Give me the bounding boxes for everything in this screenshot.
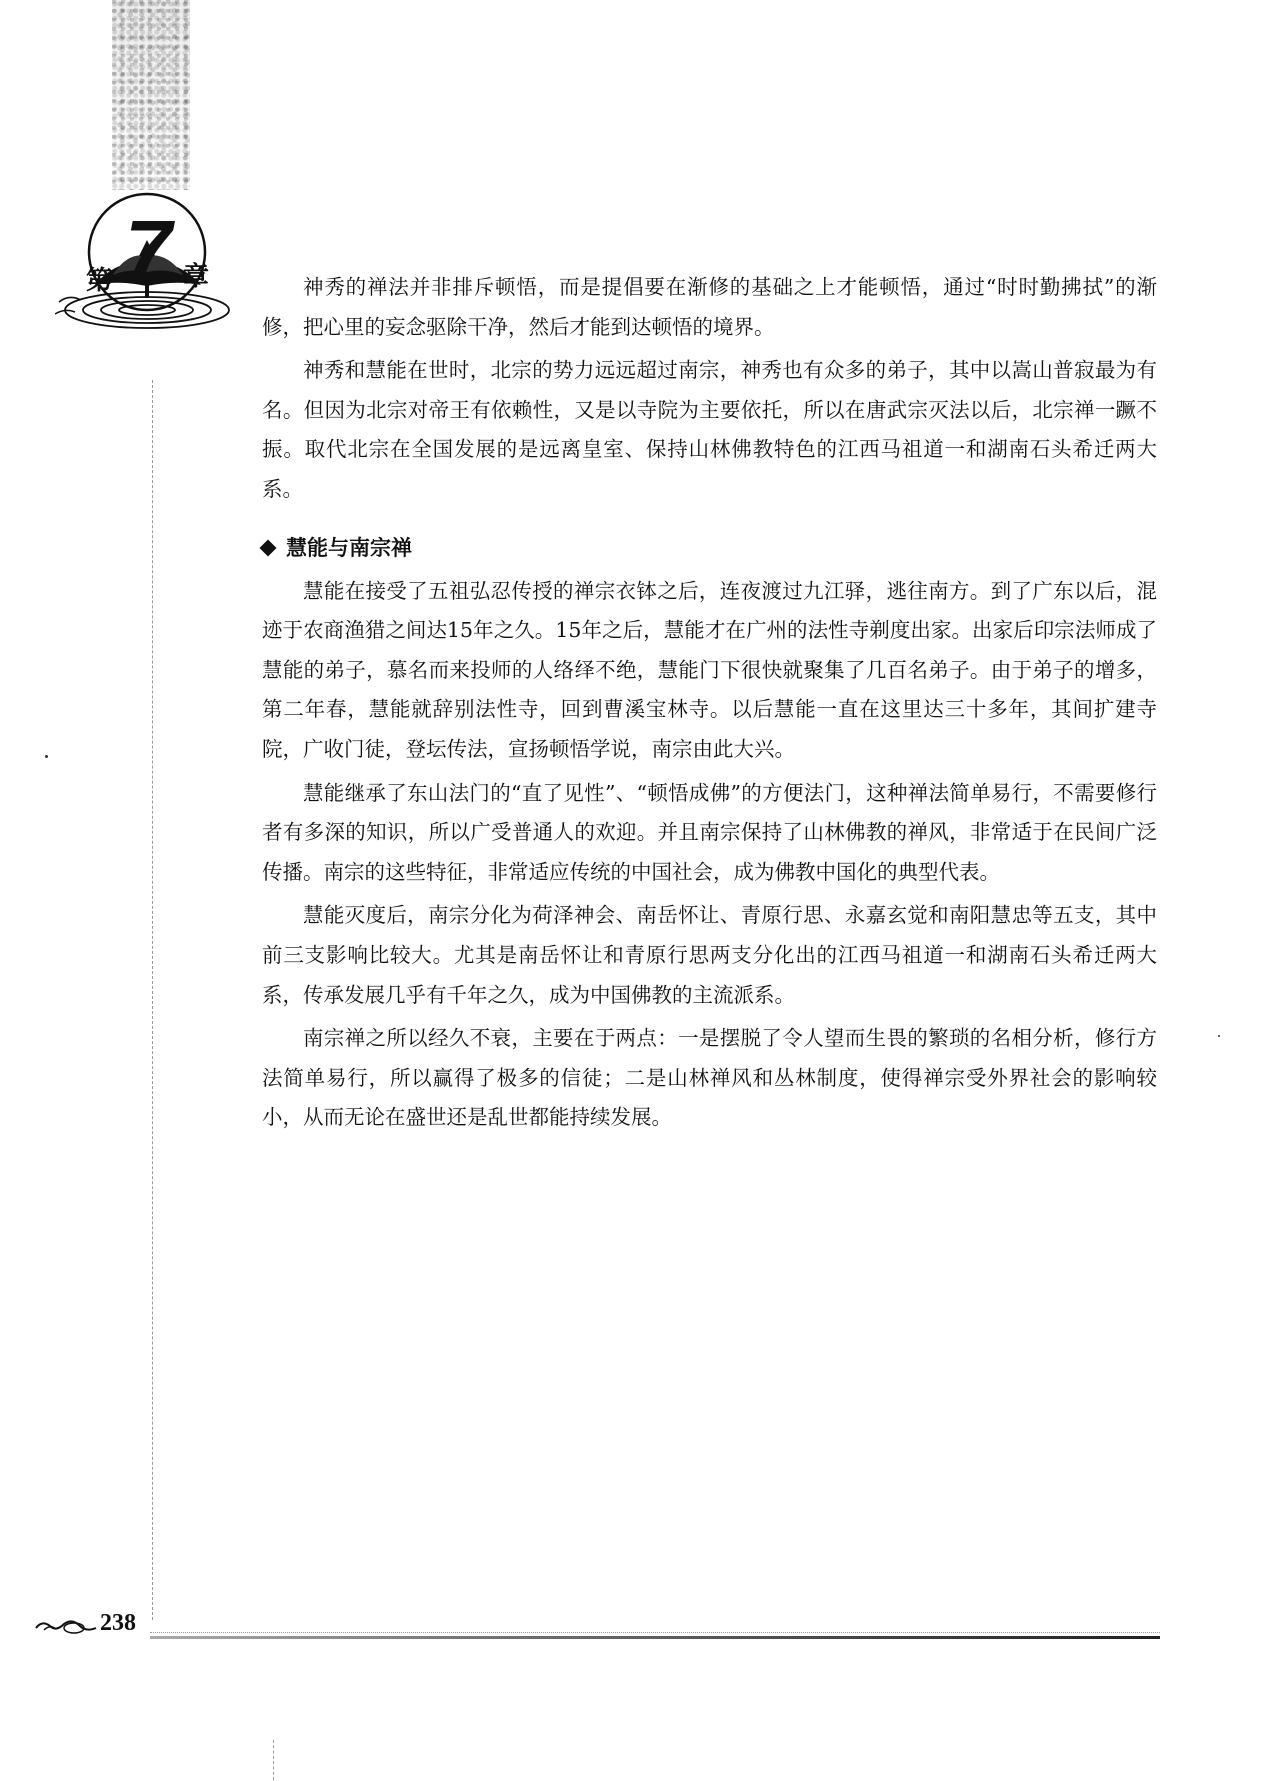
margin-rule — [152, 380, 153, 1620]
footer-rule — [150, 1636, 1160, 1639]
speckled-decoration — [112, 0, 190, 190]
chapter-number: 7 — [125, 203, 172, 297]
page-number: 238 — [100, 1610, 136, 1636]
section-heading — [262, 530, 1157, 566]
paragraph: 慧能继承了东山法门的“直了见性”、“顿悟成佛”的方便法门，这种禅法简单易行，不需要修行者有多深的知识，所以广受普通人的欢迎。并且南宗保持了山林佛教的禅风，非常适于在民间广泛传播。南宗的这些特征，非常适应传统的中国社会，成为佛教中国化的典型代表。 — [262, 780, 1157, 884]
paragraph: 慧能在接受了五祖弘忍传授的禅宗衣钵之后，连夜渡过九江驿，逃往南方。到了广东以后，混迹于农商渔猎之间达15年之久。15年之后，慧能才在广州的法性寺剃度出家。出家后印宗法师成了慧能的弟子，慕名而来投师的人络绎不绝，慧能门下很快就聚集了几百名弟子。由于弟子的增多，第二年春，慧能就辞别法性寺，回到曹溪宝林寺。以后慧能一直在这里达三十多年，其间扩建寺院，广收门徒，登坛传法，宣扬顿悟学说，南宗由此大兴。 — [262, 578, 1157, 761]
section-heading-text: 慧能与南宗禅 — [286, 535, 412, 560]
swirl-icon — [34, 1616, 98, 1636]
main-text — [262, 268, 1157, 1138]
margin-rule-bottom — [273, 1740, 274, 1780]
diamond-icon — [260, 539, 277, 556]
paragraph: 慧能灭度后，南宗分化为荷泽神会、南岳怀让、青原行思、永嘉玄觉和南阳慧忠等五支，其中前三支影响比较大。尤其是南岳怀让和青原行思两支分化出的江西马祖道一和湖南石头希迁两大系，传承发展几乎有千年之久，成为中国佛教的主流派系。 — [262, 903, 1157, 1007]
print-speck — [45, 755, 48, 758]
paragraph: 神秀的禅法并非排斥顿悟，而是提倡要在渐修的基础之上才能顿悟，通过“时时勤拂拭”的渐修，把心里的妄念驱除干净，然后才能到达顿悟的境界。 — [262, 275, 1157, 339]
chapter-badge — [55, 190, 235, 380]
paragraph: 神秀和慧能在世时，北宗的势力远远超过南宗，神秀也有众多的弟子，其中以嵩山普寂最为有名。但因为北宗对帝王有依赖性，又是以寺院为主要依托，所以在唐武宗灭法以后，北宗禅一蹶不振。取代北宗在全国发展的是远离皇室、保持山林佛教特色的江西马祖道一和湖南石头希迁两大系。 — [262, 358, 1157, 501]
footer-rule-dotted — [150, 1632, 1160, 1634]
page-footer — [30, 1610, 1160, 1640]
chapter-prefix: 第 — [86, 266, 113, 296]
paragraph: 南宗禅之所以经久不衰，主要在于两点：一是摆脱了令人望而生畏的繁琐的名相分析，修行方法简单易行，所以赢得了极多的信徒；二是山林禅风和丛林制度，使得禅宗受外界社会的影响较小，从而无论在盛世还是乱世都能持续发展。 — [262, 1026, 1157, 1130]
chapter-suffix: 章 — [183, 262, 210, 292]
print-speck — [1218, 1035, 1220, 1037]
